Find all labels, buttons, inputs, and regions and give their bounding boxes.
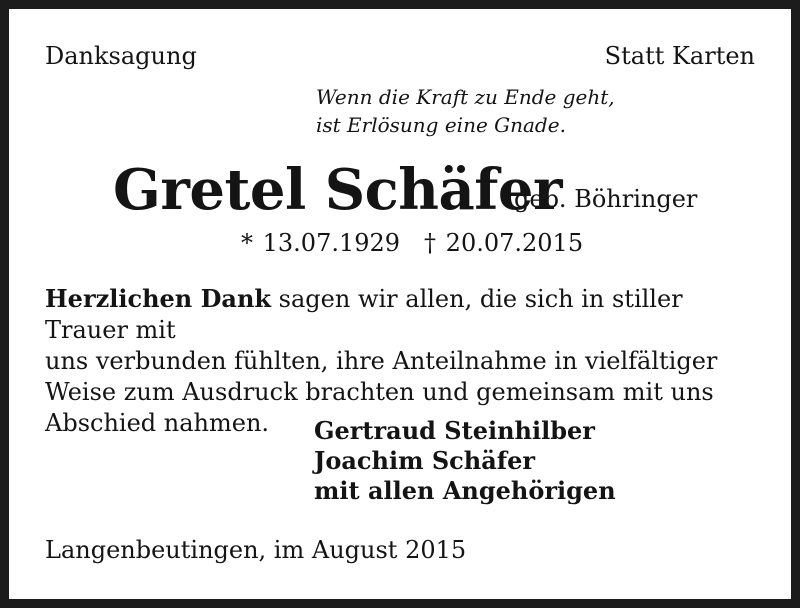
- motto-line-2: ist Erlösung eine Gnade.: [316, 113, 566, 137]
- deceased-name: Gretel Schäfer: [113, 157, 562, 223]
- notice-type-label: Danksagung: [45, 42, 197, 70]
- birth-date: * 13.07.1929: [241, 229, 401, 257]
- motto-quote: [316, 83, 615, 139]
- message-line-1: [45, 283, 765, 346]
- message-line-1-rest: sagen wir allen, die sich in stiller Trauer mit: [45, 285, 683, 344]
- message-line-2: uns verbunden fühlten, ihre Anteilnahme in vielfältiger: [45, 347, 718, 375]
- signer-3: mit allen Angehörigen: [314, 476, 616, 505]
- signer-2: Joachim Schäfer: [314, 446, 536, 475]
- signers-block: [314, 416, 616, 506]
- message-line-3: Weise zum Ausdruck brachten und gemeinsam mit uns: [45, 378, 714, 406]
- birth-name: geb. Böhringer: [514, 185, 698, 213]
- signer-1: Gertraud Steinhilber: [314, 416, 595, 445]
- message-line-4: Abschied nahmen.: [45, 409, 270, 437]
- statt-karten-label: Statt Karten: [604, 42, 755, 70]
- death-date: † 20.07.2015: [424, 229, 584, 257]
- life-dates: [241, 229, 583, 257]
- motto-line-1: Wenn die Kraft zu Ende geht,: [316, 85, 615, 109]
- place-and-date: Langenbeutingen, im August 2015: [45, 536, 467, 564]
- message-lead: Herzlichen Dank: [45, 284, 272, 313]
